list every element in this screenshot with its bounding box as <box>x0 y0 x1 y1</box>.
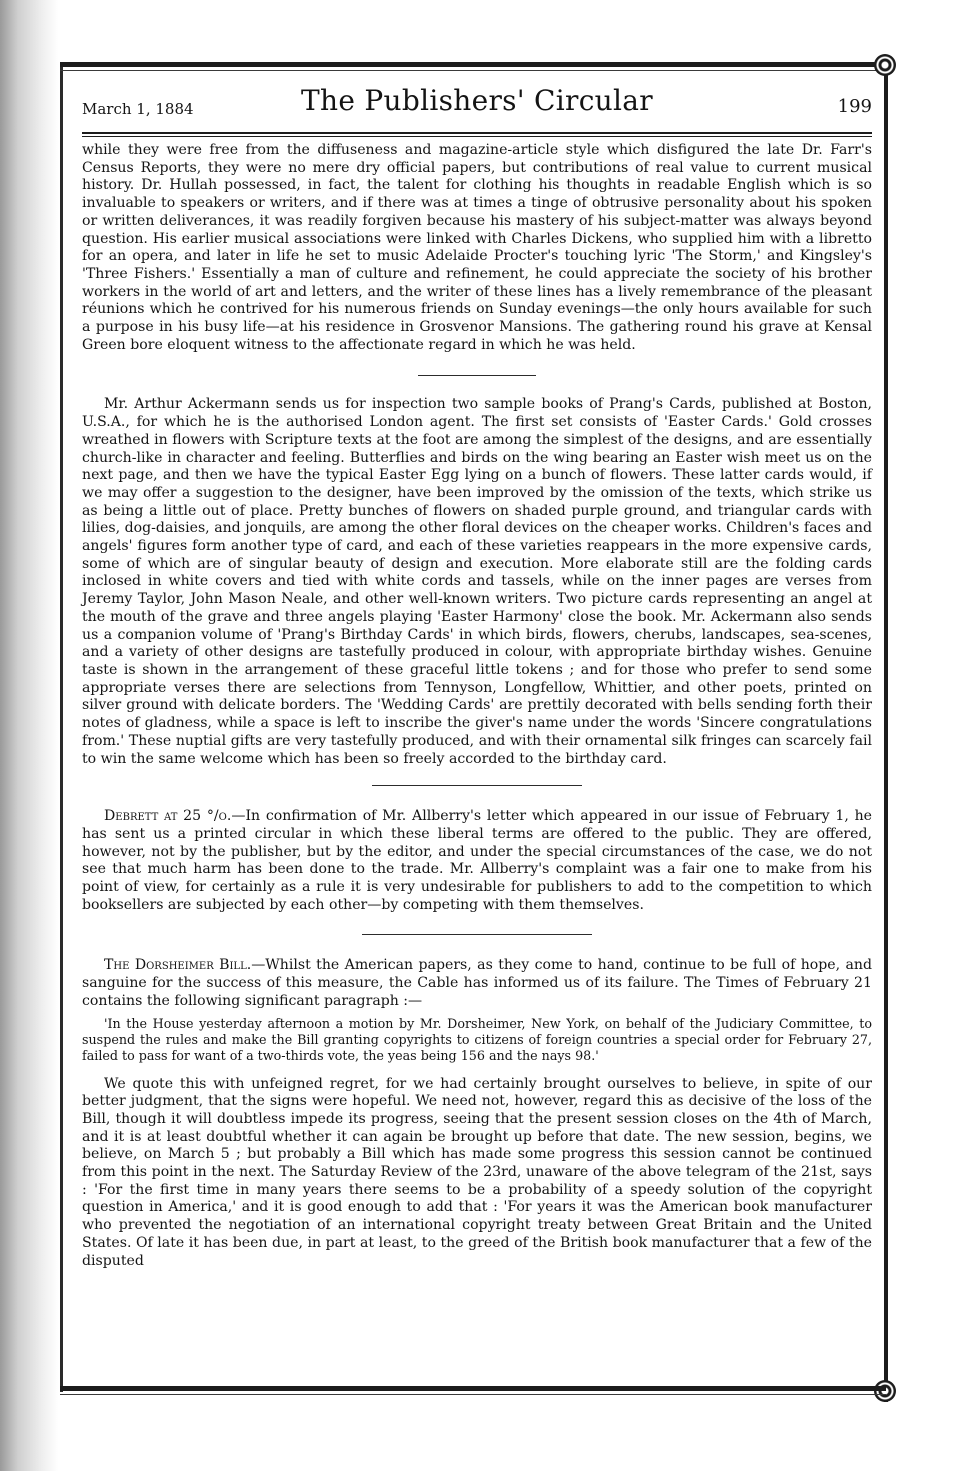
dorsheimer-paragraph <box>82 957 872 1010</box>
page-number: 199 <box>837 96 872 117</box>
debrett-heading: Debrett at 25 °/o. <box>104 808 232 825</box>
publication-title: The Publishers' Circular <box>301 84 653 117</box>
header-rule-thin <box>82 136 872 137</box>
issue-date: March 1, 1884 <box>82 100 194 118</box>
left-border-rule <box>60 62 63 1392</box>
debrett-paragraph <box>82 808 872 914</box>
right-border-rule <box>884 62 888 1402</box>
top-border-rule <box>60 62 886 67</box>
bottom-border-rule <box>60 1386 886 1391</box>
header-rule <box>82 132 872 134</box>
times-quotation: 'In the House yesterday afternoon a motion by Mr. Dorsheimer, New York, on behalf of the Judiciary Committee, to suspend the rules and make the Bill granting copyrights to citizens of foreign countries a special order for February 27, failed to pass for want of a two-thirds vote, the yeas being 156 and the nays 98.' <box>82 1015 872 1063</box>
corner-ornament-icon <box>874 54 896 76</box>
bottom-border-rule-thin <box>60 1394 886 1395</box>
article-column <box>82 142 872 1270</box>
section-divider <box>372 785 582 786</box>
hullah-paragraph: while they were free from the diffuseness and magazine-article style which disfigured the late Dr. Farr's Census Reports, they were no mere dry official papers, but contributions of real value to current musical history. Dr. Hullah possessed, in fact, the talent for clothing his thoughts in readable English which is so invaluable to speakers or writers, and if there was at times a tinge of obtrusive personality about his spoken or written deliverances, it was readily forgiven because his mastery of his subject-matter was always beyond question. His earlier musical associations were linked with Charles Dickens, who supplied him with a libretto for an opera, and later in life he set to music Adelaide Procter's touching lyric 'The Storm,' and Kingsley's 'Three Fishers.' Essentially a man of culture and refinement, he could appreciate the society of his brother workers in the world of art and letters, and the writer of these lines has a lively remembrance of the pleasant réunions which he contrived for his numerous friends on Sunday evenings—the only hours available for such a purpose in his busy life—at his residence in Grosvenor Mansions. The gathering round his grave at Kensal Green bore eloquent witness to the affectionate regard in which he was held. <box>82 142 872 353</box>
section-divider <box>418 375 536 376</box>
dorsheimer-intro: —Whilst the American papers, as they come to hand, continue to be full of hope, and sanguine for the success of this measure, the Cable has informed us of its failure. The Times of February 21 contains the following significant paragraph :— <box>82 957 872 1009</box>
debrett-text: —In confirmation of Mr. Allberry's letter which appeared in our issue of February 1, he has sent us a printed circular in which these liberal terms are offered to the public. They are offered, however, not by the publisher, but by the editor, and under the special circumstances of the case, we do not see that much harm has been done to the trade. Mr. Allberry's complaint was a fair one to make from his point of view, for certainly as a rule it is very undesirable for publishers to add to the competition to which booksellers are subjected by each other—by competing with them themselves. <box>82 808 872 913</box>
dorsheimer-heading: The Dorsheimer Bill. <box>104 957 252 974</box>
dorsheimer-closing: We quote this with unfeigned regret, for we had certainly brought ourselves to believe, in spite of our better judgment, that the signs were hopeful. We need not, however, regard this as decisive of the loss of the Bill, though it will doubtless impede its progress, seeing that the present session closes on the 4th of March, and it is at least doubtful whether it can again be brought up before that date. The new session, begins, we believe, on March 5 ; but probably a Bill which has made some progress this session cannot be continued from this point in the next. The Saturday Review of the 23rd, unaware of the above telegram of the 21st, says : 'For the first time in many years there seems to be a probability of a speedy solution of the copyright question in America,' and it is good enough to add that : 'For years it was the American book manufacturer who prevented the negotiation of an international copyright treaty between Great Britain and the United States. Of late it has been due, in part at least, to the greed of the British book manufacturer that a few of the disputed <box>82 1075 872 1269</box>
page-left-shadow <box>0 0 58 1471</box>
page-header <box>82 84 872 128</box>
top-border-rule-thin <box>60 70 886 71</box>
corner-ornament-icon <box>874 1380 896 1402</box>
prang-cards-paragraph: Mr. Arthur Ackermann sends us for inspection two sample books of Prang's Cards, published at Boston, U.S.A., for which he is the authorised London agent. The first set consists of 'Easter Cards.' Gold crosses wreathed in flowers with Scripture texts at the foot are among the simplest of the designs, and are essentially church-like in character and feeling. Butterflies and birds on the wing bearing an Easter wish meet us on the next page, and then we have the typical Easter Egg lying on a bunch of flowers. These latter cards would, if we may offer a suggestion to the designer, have been improved by the omission of the texts, which strike us as being a little out of place. Pretty bunches of flowers on shaded purple ground, and triangular cards with lilies, dog-daisies, and jonquils, are among the other floral devices on the cheaper works. Children's faces and angels' figures form another type of card, and each of these varieties reappears in the more expensive cards, some of which are of singular beauty of design and execution. More elaborate still are the folding cards inclosed in white covers and tied with white cords and tassels, while on the inner pages are verses from Jeremy Taylor, John Mason Neale, and other well-known writers. Two picture cards representing an angel at the mouth of the grave and three angels playing 'Easter Harmony' close the book. Mr. Ackermann also sends us a companion volume of 'Prang's Birthday Cards' in which birds, flowers, cherubs, landscapes, sea-scenes, and a variety of other designs are tastefully produced in colour, with appropriate birthday wishes. Genuine taste is shown in the arrangement of these graceful little tokens ; and for those who prefer to send some appropriate verses there are selections from Tennyson, Longfellow, Whittier, and other poets, printed on silver ground with delicate borders. The 'Wedding Cards' are prettily decorated with bells sending forth their notes of gladness, while a space is left to inscribe the giver's name under the words 'Sincere congratulations from.' These nuptial gifts are very tastefully produced, and with their ornamental silk fringes can scarcely fail to win the same welcome which has been so freely accorded to the birthday card. <box>82 396 872 767</box>
section-divider <box>362 934 592 935</box>
